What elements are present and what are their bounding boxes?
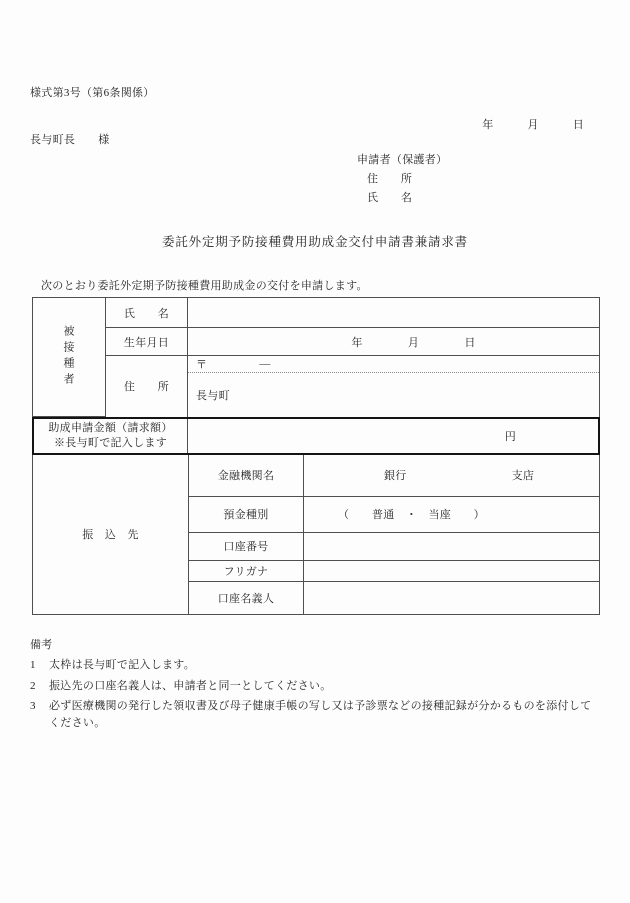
bank-suffix: 銀行	[384, 470, 407, 483]
note-item	[30, 657, 600, 674]
amount-row	[32, 417, 600, 455]
application-table	[32, 297, 600, 615]
addressee: 長与町長	[30, 134, 76, 146]
applicant-block	[357, 151, 447, 208]
vaccinee-section	[32, 297, 600, 417]
account-holder-field[interactable]	[304, 581, 600, 614]
address-town-row[interactable]: 長与町	[196, 389, 230, 402]
note-text: 太枠は長与町で記入します。	[49, 659, 196, 671]
note-text: 振込先の口座名義人は、申請者と同一としてください。	[49, 679, 332, 692]
transfer-group-cell	[33, 455, 189, 614]
deposit-type-label: 預金種別	[189, 496, 304, 532]
intro-text: 次のとおり委託外定期予防接種費用助成金の交付を申請します。	[41, 280, 368, 292]
table-row	[33, 455, 600, 496]
branch-suffix: 支店	[511, 470, 535, 483]
amount-label-line2: ※長与町で記入します	[54, 437, 167, 449]
note-number: 1	[30, 659, 36, 671]
account-number-label: 口座番号	[189, 532, 304, 560]
furigana-label: フリガナ	[189, 560, 304, 581]
applicant-label: 申請者（保護者）	[357, 154, 448, 166]
vaccinee-address-field[interactable]	[188, 356, 600, 417]
note-text: 必ず医療機関の発行した領収書及び母子健康手帳の写し又は予診票などの接種記録が分かるものを添付してください。	[49, 700, 592, 729]
vaccinee-birth-label: 生年月日	[106, 328, 188, 356]
note-number: 2	[30, 679, 36, 692]
transfer-section	[32, 455, 600, 615]
addressee-honorific: 様	[98, 134, 110, 146]
account-number-field[interactable]	[304, 532, 600, 560]
bank-name-label: 金融機関名	[189, 455, 304, 496]
date-line: 年 月 日	[482, 119, 584, 131]
table-row	[33, 356, 600, 417]
note-item	[30, 678, 600, 695]
addressee-line	[30, 131, 110, 147]
note-number: 3	[30, 700, 36, 712]
applicant-name-label: 氏 名	[367, 192, 413, 204]
postal-mark: 〒	[196, 359, 208, 372]
notes-section	[30, 636, 600, 731]
vaccinee-name-label: 氏 名	[106, 298, 188, 328]
amount-label	[34, 419, 188, 453]
transfer-group-label: 振 込 先	[82, 529, 139, 542]
table-row	[33, 298, 600, 328]
deposit-type-field[interactable]: （ 普通 ・ 当座 ）	[304, 496, 600, 532]
vaccinee-address-label: 住 所	[106, 356, 188, 417]
postal-code-row[interactable]	[188, 356, 599, 373]
table-row	[33, 328, 600, 356]
account-holder-label: 口座名義人	[189, 581, 304, 614]
vaccinee-group-label: 被接種者	[62, 325, 74, 389]
vaccinee-group-cell	[33, 298, 106, 417]
form-number: 様式第3号（第6条関係）	[30, 87, 155, 99]
amount-field[interactable]	[188, 419, 598, 453]
postal-dash: ―	[259, 358, 271, 371]
note-item	[30, 698, 600, 731]
applicant-address-label: 住 所	[367, 173, 413, 185]
vaccinee-birth-field[interactable]: 年 月 日	[188, 328, 600, 356]
amount-unit: 円	[504, 431, 516, 443]
page-title: 委託外定期予防接種費用助成金交付申請書兼請求書	[162, 235, 468, 249]
bank-name-field[interactable]	[304, 455, 600, 496]
amount-label-line1: 助成申請金額（請求額）	[48, 422, 173, 434]
vaccinee-name-field[interactable]	[188, 298, 600, 328]
furigana-field[interactable]	[304, 560, 600, 581]
notes-heading: 備考	[30, 639, 53, 651]
